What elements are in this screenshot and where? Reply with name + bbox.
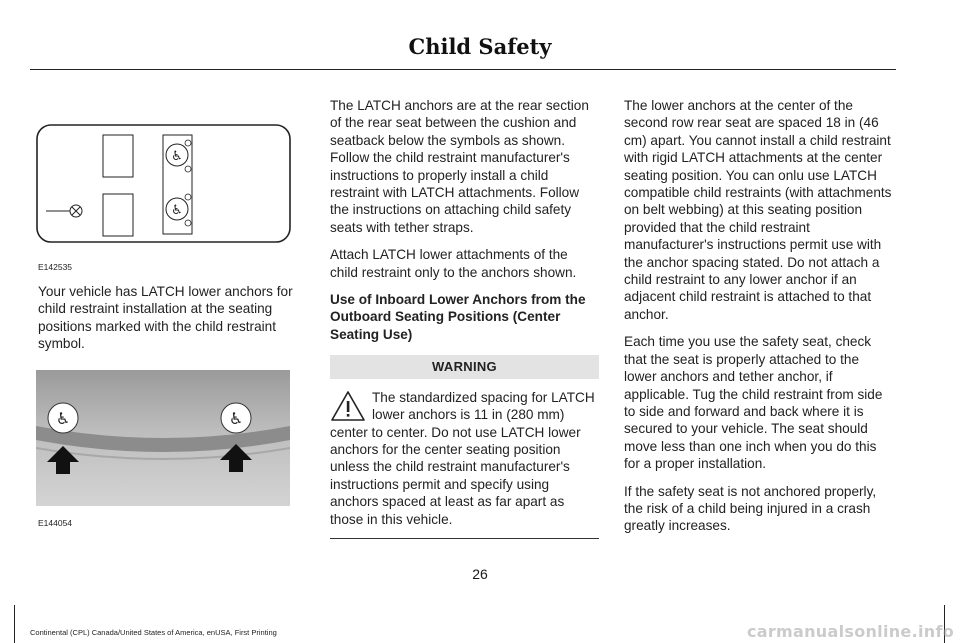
header-rule: [30, 69, 896, 70]
latch-seat-diagram: [36, 122, 292, 244]
paragraph: Each time you use the safety seat, check that the seat is properly attached to the lower anchors and tether anchor, if applicable. Tug the child restraint from side to side and forward and back where it is secured to your vehicle. The seat should move less than one inch when you do this for a proper installation.: [624, 334, 883, 472]
column-3: [624, 97, 894, 545]
page-number: 26: [472, 566, 488, 582]
svg-text:♿: ♿: [228, 409, 244, 428]
paragraph: If the safety seat is not anchored properly, the risk of a child being injured in a crash greatly increases.: [624, 483, 877, 534]
warning-box: [330, 355, 599, 539]
footer-text: Continental (CPL) Canada/United States of America, enUSA, First Printing: [30, 628, 277, 637]
watermark: carmanualsonline.info: [746, 622, 954, 641]
paragraph: The lower anchors at the center of the second row rear seat are spaced 18 in (46 cm) apart. You cannot install a child restraint with rigid LATCH attachments at the center seating position. You can onlu use LATCH compatible child restraints (with attachments on belt webbing) at this seating position provided that the child restraint manufacturer's instructions permit use with the anchor spacing stated. Do not attach a child restraint to any lower anchor if an adjacent child restraint is attached to that anchor.: [624, 98, 892, 322]
paragraph: The LATCH anchors are at the rear section of the rear seat between the cushion and seatback below the symbols as shown. Follow the child restraint manufacturer's instructions to properly install a child restraint with LATCH attachments. Follow the instructions on attaching child safety seats with tether straps.: [330, 98, 589, 235]
section-heading: Use of Inboard Lower Anchors from the Outboard Seating Positions (Center Seating Use): [330, 292, 586, 342]
warning-triangle-icon: [330, 389, 370, 423]
svg-text:♿: ♿: [55, 409, 71, 428]
paragraph: Your vehicle has LATCH lower anchors for child restraint installation at the seating positions marked with the child restraint symbol.: [38, 284, 293, 352]
column-1: [38, 283, 296, 363]
svg-text:♿: ♿: [171, 203, 183, 218]
paragraph: Attach LATCH lower attachments of the child restraint only to the anchors shown.: [330, 247, 577, 280]
svg-text:♿: ♿: [171, 149, 183, 164]
seat-anchor-photo: [36, 370, 290, 506]
warning-text: The standardized spacing for LATCH lower anchors is 11 in (280 mm) center to center. Do not use LATCH lower anchors for the center seating position unless the child restraint manufacturer's instructions permit and specify using anchors spaced at least as far apart as those in this vehicle.: [330, 389, 595, 527]
figure-id-1: E142535: [38, 262, 73, 272]
column-2: [330, 97, 599, 539]
warning-bottom-rule: [330, 538, 599, 539]
page-title: Child Safety: [408, 34, 552, 59]
warning-title: WARNING: [330, 355, 599, 378]
crop-mark-left: [14, 605, 15, 643]
figure-id-2: E144054: [38, 518, 73, 528]
